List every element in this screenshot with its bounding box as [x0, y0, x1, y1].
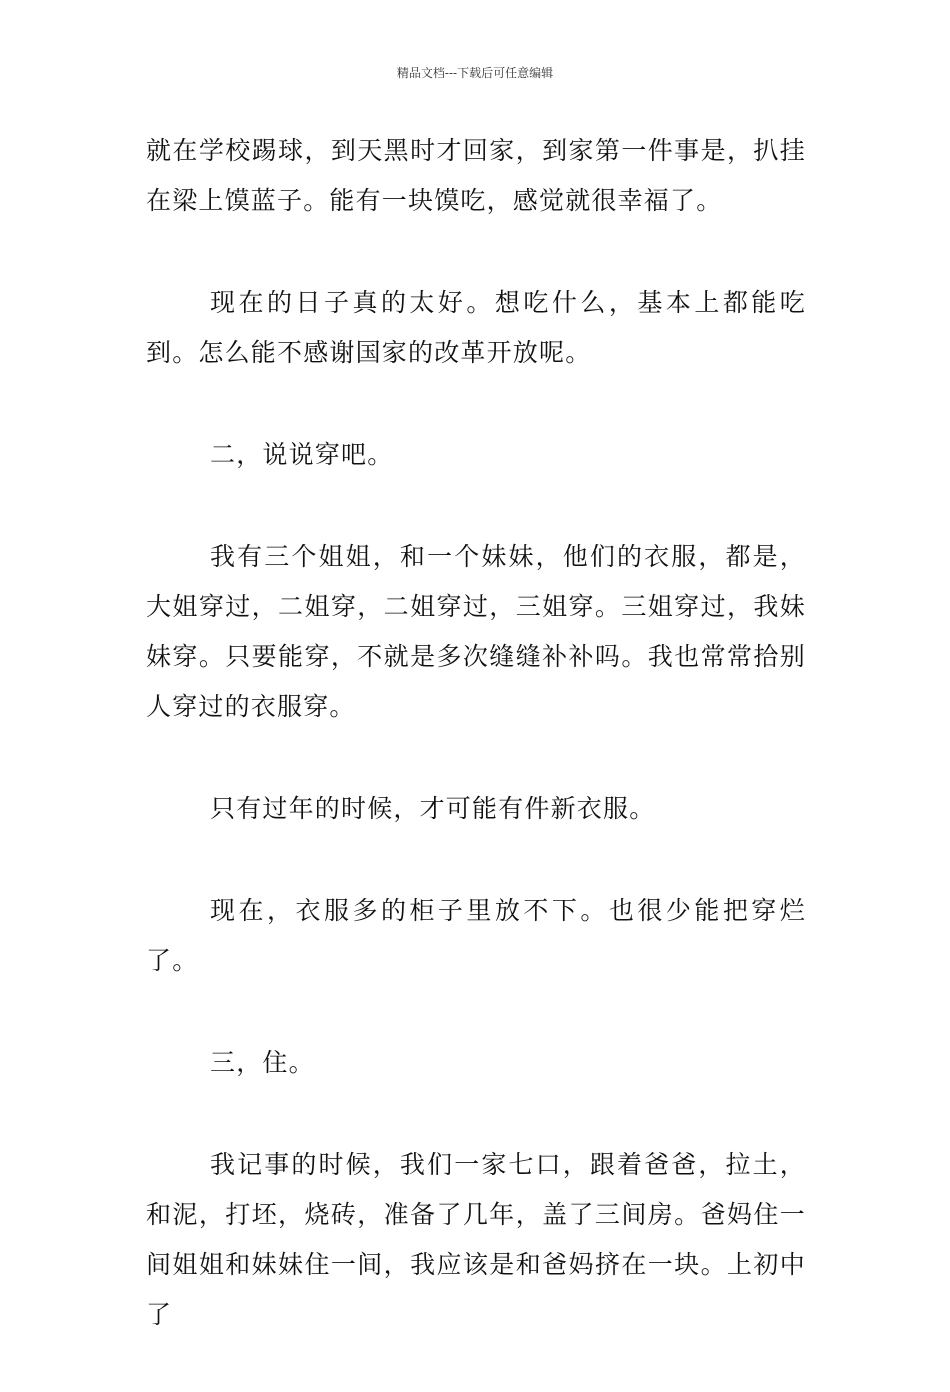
page-header: 精品文档---下载后可任意编辑 [396, 66, 554, 80]
paragraph-8: 我记事的时候，我们一家七口，跟着爸爸，拉土，和泥，打坯，烧砖，准备了几年，盖了三间房。爸妈住一间姐姐和妹妹住一间，我应该是和爸妈挤在一块。上初中了 [146, 1150, 806, 1329]
paragraph-4: 我有三个姐姐，和一个妹妹，他们的衣服，都是，大姐穿过，二姐穿，二姐穿过，三姐穿。三姐穿过，我妹妹穿。只要能穿，不就是多次缝缝补补吗。我也常常拾别人穿过的衣服穿。 [146, 542, 806, 721]
paragraph-1: 就在学校踢球，到天黑时才回家，到家第一件事是，扒挂在梁上馍蓝子。能有一块馍吃，感觉就很幸福了。 [146, 136, 806, 215]
document-body [146, 126, 806, 1392]
paragraph-6: 现在，衣服多的柜子里放不下。也很少能把穿烂了。 [146, 896, 806, 975]
paragraph-2: 现在的日子真的太好。想吃什么，基本上都能吃到。怎么能不感谢国家的改革开放呢。 [146, 288, 806, 367]
paragraph-3-heading-clothing: 二，说说穿吧。 [210, 440, 394, 469]
paragraph-7-heading-housing: 三，住。 [210, 1048, 315, 1077]
paragraph-5: 只有过年的时候，才可能有件新衣服。 [210, 794, 656, 823]
